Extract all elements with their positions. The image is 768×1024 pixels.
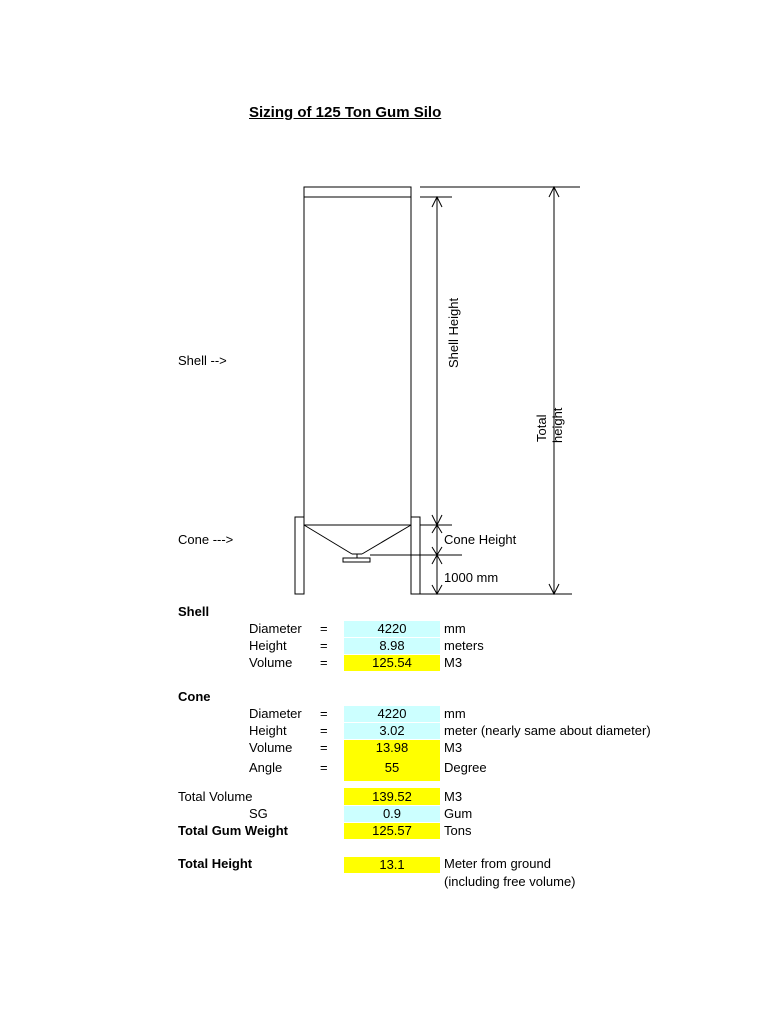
cone-left-edge bbox=[304, 525, 352, 554]
page-title: Sizing of 125 Ton Gum Silo bbox=[249, 104, 442, 121]
shell-height-label: Shell Height bbox=[446, 297, 461, 368]
cone-volume-unit: M3 bbox=[444, 740, 463, 755]
cone-height-row-label: Height bbox=[249, 723, 287, 738]
sg-label: SG bbox=[249, 806, 268, 821]
cone-diameter-value: 4220 bbox=[344, 706, 440, 722]
cone-outlet bbox=[343, 558, 370, 562]
equals-sign: = bbox=[320, 655, 328, 670]
equals-sign: = bbox=[320, 760, 328, 775]
shell-heading: Shell bbox=[178, 604, 210, 619]
cone-height-label: Cone Height bbox=[444, 532, 517, 547]
cone-angle-unit: Degree bbox=[444, 760, 487, 775]
total-height-label-2: height bbox=[550, 407, 565, 443]
cone-diameter-label: Diameter bbox=[249, 706, 302, 721]
total-height-value: 13.1 bbox=[344, 857, 440, 873]
equals-sign: = bbox=[320, 638, 328, 653]
shell-top-cap bbox=[304, 187, 411, 197]
shell-diameter-value: 4220 bbox=[344, 621, 440, 637]
shell-diameter-label: Diameter bbox=[249, 621, 302, 636]
cone-angle-label: Angle bbox=[249, 760, 283, 775]
shell-pointer-label: Shell --> bbox=[178, 353, 227, 368]
cone-angle-value: 55 bbox=[344, 757, 440, 781]
shell-height-row-label: Height bbox=[249, 638, 287, 653]
equals-sign: = bbox=[320, 706, 328, 721]
ground-clearance-label: 1000 mm bbox=[444, 570, 499, 585]
equals-sign: = bbox=[320, 740, 328, 755]
total-height-label-1: Total bbox=[534, 414, 549, 442]
shell-height-value: 8.98 bbox=[344, 638, 440, 654]
total-height-unit: Meter from ground bbox=[444, 856, 551, 871]
cone-height-value: 3.02 bbox=[344, 723, 440, 739]
total-volume-label: Total Volume bbox=[178, 789, 253, 804]
cone-right-edge bbox=[362, 525, 411, 554]
cone-height-unit: meter (nearly same about diameter) bbox=[444, 723, 651, 738]
shell-height-unit: meters bbox=[444, 638, 484, 653]
cone-heading: Cone bbox=[178, 689, 211, 704]
total-gum-weight-label: Total Gum Weight bbox=[178, 823, 289, 838]
equals-sign: = bbox=[320, 723, 328, 738]
sg-value: 0.9 bbox=[344, 806, 440, 822]
shell-volume-unit: M3 bbox=[444, 655, 463, 670]
equals-sign: = bbox=[320, 621, 328, 636]
total-height-row-label: Total Height bbox=[178, 856, 253, 871]
sg-unit: Gum bbox=[444, 806, 473, 821]
total-volume-value: 139.52 bbox=[344, 788, 440, 805]
shell-diameter-unit: mm bbox=[444, 621, 466, 636]
cone-pointer-label: Cone ---> bbox=[178, 532, 234, 547]
cone-volume-label: Volume bbox=[249, 740, 293, 755]
left-leg bbox=[295, 517, 304, 594]
total-volume-unit: M3 bbox=[444, 789, 463, 804]
total-height-note: (including free volume) bbox=[444, 874, 576, 889]
total-gum-weight-unit: Tons bbox=[444, 823, 472, 838]
shell-volume-value: 125.54 bbox=[344, 655, 440, 671]
cone-volume-value: 13.98 bbox=[344, 740, 440, 757]
total-gum-weight-value: 125.57 bbox=[344, 823, 440, 839]
shell-volume-label: Volume bbox=[249, 655, 293, 670]
cone-diameter-unit: mm bbox=[444, 706, 466, 721]
